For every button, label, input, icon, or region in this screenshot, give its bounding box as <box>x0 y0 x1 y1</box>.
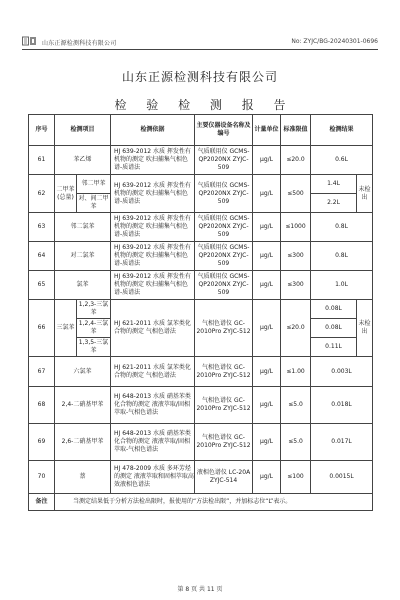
table-row <box>29 300 373 319</box>
col-header-limit: 标准限值 <box>281 115 311 146</box>
row-instrument: 气相色谱仪 GC-2010Pro ZYJC-512 <box>195 387 253 424</box>
row-item: 2,6-二硝基甲苯 <box>55 424 111 461</box>
row-seq: 65 <box>29 271 55 300</box>
row-unit: μg/L <box>253 424 281 461</box>
row-unit: μg/L <box>253 175 281 213</box>
row-result-flag: 未检出 <box>357 175 373 213</box>
row-result: 1.0L <box>311 271 373 300</box>
row-unit: μg/L <box>253 271 281 300</box>
row-seq: 67 <box>29 357 55 387</box>
row-limit: ≤500 <box>281 175 311 213</box>
table-row <box>29 387 373 424</box>
row-item: 氯苯 <box>55 271 111 300</box>
results-table <box>28 114 373 511</box>
row-limit: ≤300 <box>281 242 311 271</box>
table-row <box>29 213 373 242</box>
row-instrument: 气相色谱仪 GC-2010Pro ZYJC-512 <box>195 357 253 387</box>
row-result: 0.0015L <box>311 461 373 494</box>
row-unit: μg/L <box>253 357 281 387</box>
header-divider <box>22 49 378 50</box>
report-subtitle: 检 验 检 测 报 告 <box>114 98 294 112</box>
col-header-seq: 序号 <box>29 115 55 146</box>
col-header-result: 检测结果 <box>311 115 373 146</box>
row-basis: HJ 621-2011 水质 氯苯类化合物的测定 气相色谱法 <box>111 300 195 357</box>
row-result: 0.8L <box>311 242 373 271</box>
row-result: 2.2L <box>311 194 357 213</box>
row-instrument: 气相色谱仪 GC-2010Pro ZYJC-512 <box>195 300 253 357</box>
row-seq: 61 <box>29 146 55 175</box>
row-limit: ≤300 <box>281 271 311 300</box>
row-result: 0.017L <box>311 424 373 461</box>
col-header-unit: 计量单位 <box>253 115 281 146</box>
row-result: 0.018L <box>311 387 373 424</box>
note-text: 当测定结果低于分析方法检出限时，报使用的“方法检出限”，并加标志位“L”表示。 <box>55 494 373 511</box>
row-basis: HJ 648-2013 水质 硝基苯类化合物的测定 液液萃取/固相萃取-气相色谱法 <box>111 387 195 424</box>
header-company-name: 山东正源检测科技有限公司 <box>42 40 117 47</box>
col-header-basis: 检测依据 <box>111 115 195 146</box>
row-seq: 62 <box>29 175 55 213</box>
row-seq: 66 <box>29 300 55 357</box>
row-basis: HJ 639-2012 水质 挥发性有机物的测定 吹扫捕集气相色谱-质谱法 <box>111 146 195 175</box>
row-item: 萘 <box>55 461 111 494</box>
row-subitem: 对、间二甲苯 <box>77 194 111 213</box>
row-seq: 70 <box>29 461 55 494</box>
row-unit: μg/L <box>253 300 281 357</box>
row-instrument: 气质联用仪 GCMS-QP2020NX ZYJC-509 <box>195 242 253 271</box>
row-result: 0.8L <box>311 213 373 242</box>
row-subitem: 1,2,3-三氯苯 <box>77 300 111 319</box>
page-header <box>22 36 378 48</box>
page-title: 山东正源检测科技有限公司 <box>121 70 278 84</box>
row-subitem: 1,2,4-三氯苯 <box>77 319 111 338</box>
row-basis: HJ 648-2013 水质 硝基苯类化合物的测定 液液萃取/固相萃取-气相色谱法 <box>111 424 195 461</box>
note-label: 备注 <box>29 494 55 511</box>
table-row <box>29 424 373 461</box>
row-limit: ≤5.0 <box>281 424 311 461</box>
col-header-instrument: 主要仪器设备名称及编号 <box>195 115 253 146</box>
row-item: 苯乙烯 <box>55 146 111 175</box>
row-instrument: 气质联用仪 GCMS-QP2020NX ZYJC-509 <box>195 213 253 242</box>
row-item: 六氯苯 <box>55 357 111 387</box>
row-item-group: 三氯苯 <box>55 300 77 357</box>
row-subitem: 邻二甲苯 <box>77 175 111 194</box>
row-unit: μg/L <box>253 387 281 424</box>
row-unit: μg/L <box>253 213 281 242</box>
row-instrument: 气质联用仪 GCMS-QP2020NX ZYJC-509 <box>195 146 253 175</box>
row-seq: 69 <box>29 424 55 461</box>
row-limit: ≤1.00 <box>281 357 311 387</box>
row-basis: HJ 621-2011 水质 氯苯类化合物的测定 气相色谱法 <box>111 357 195 387</box>
row-instrument: 液相色谱仪 LC-20A ZYJC-514 <box>195 461 253 494</box>
row-item: 邻二氯苯 <box>55 213 111 242</box>
row-seq: 63 <box>29 213 55 242</box>
row-result: 0.08L <box>311 319 357 338</box>
row-seq: 64 <box>29 242 55 271</box>
table-header-row <box>29 115 373 146</box>
row-instrument: 气相色谱仪 GC-2010Pro ZYJC-512 <box>195 424 253 461</box>
table-row <box>29 357 373 387</box>
row-instrument: 气质联用仪 GCMS-QP2020NX ZYJC-509 <box>195 271 253 300</box>
row-limit: ≤1000 <box>281 213 311 242</box>
row-result-flag: 未检出 <box>357 300 373 357</box>
row-result: 1.4L <box>311 175 357 194</box>
row-limit: ≤100 <box>281 461 311 494</box>
row-seq: 68 <box>29 387 55 424</box>
table-row <box>29 175 373 194</box>
row-item: 对二氯苯 <box>55 242 111 271</box>
row-basis: HJ 639-2012 水质 挥发性有机物的测定 吹扫捕集气相色谱-质谱法 <box>111 175 195 213</box>
row-item: 2,4-二硝基甲苯 <box>55 387 111 424</box>
row-basis: HJ 639-2012 水质 挥发性有机物的测定 吹扫捕集气相色谱-质谱法 <box>111 242 195 271</box>
company-logo-icon <box>22 36 38 46</box>
table-row <box>29 461 373 494</box>
row-subitem: 1,3,5-三氯苯 <box>77 338 111 357</box>
row-result: 0.08L <box>311 300 357 319</box>
row-result: 0.11L <box>311 338 357 357</box>
row-basis: HJ 478-2009 水质 多环芳烃的测定 液液萃取和固相萃取高效液相色谱法 <box>111 461 195 494</box>
col-header-item: 检测项目 <box>55 115 111 146</box>
row-unit: μg/L <box>253 146 281 175</box>
row-limit: ≤20.0 <box>281 300 311 357</box>
row-result: 0.6L <box>311 146 373 175</box>
page-footer: 第 8 页 共 11 页 <box>177 586 223 593</box>
row-result: 0.003L <box>311 357 373 387</box>
row-unit: μg/L <box>253 461 281 494</box>
row-basis: HJ 639-2012 水质 挥发性有机物的测定 吹扫捕集气相色谱-质谱法 <box>111 271 195 300</box>
table-row <box>29 271 373 300</box>
report-number: No: ZYJC/BG-20240301-0696 <box>291 38 378 45</box>
row-unit: μg/L <box>253 242 281 271</box>
table-row <box>29 146 373 175</box>
row-instrument: 气质联用仪 GCMS-QP2020NX ZYJC-509 <box>195 175 253 213</box>
row-limit: ≤5.0 <box>281 387 311 424</box>
row-limit: ≤20.0 <box>281 146 311 175</box>
table-row <box>29 242 373 271</box>
note-row <box>29 494 373 511</box>
row-basis: HJ 639-2012 水质 挥发性有机物的测定 吹扫捕集气相色谱-质谱法 <box>111 213 195 242</box>
row-item-group: 二甲苯(总量) <box>55 175 77 213</box>
